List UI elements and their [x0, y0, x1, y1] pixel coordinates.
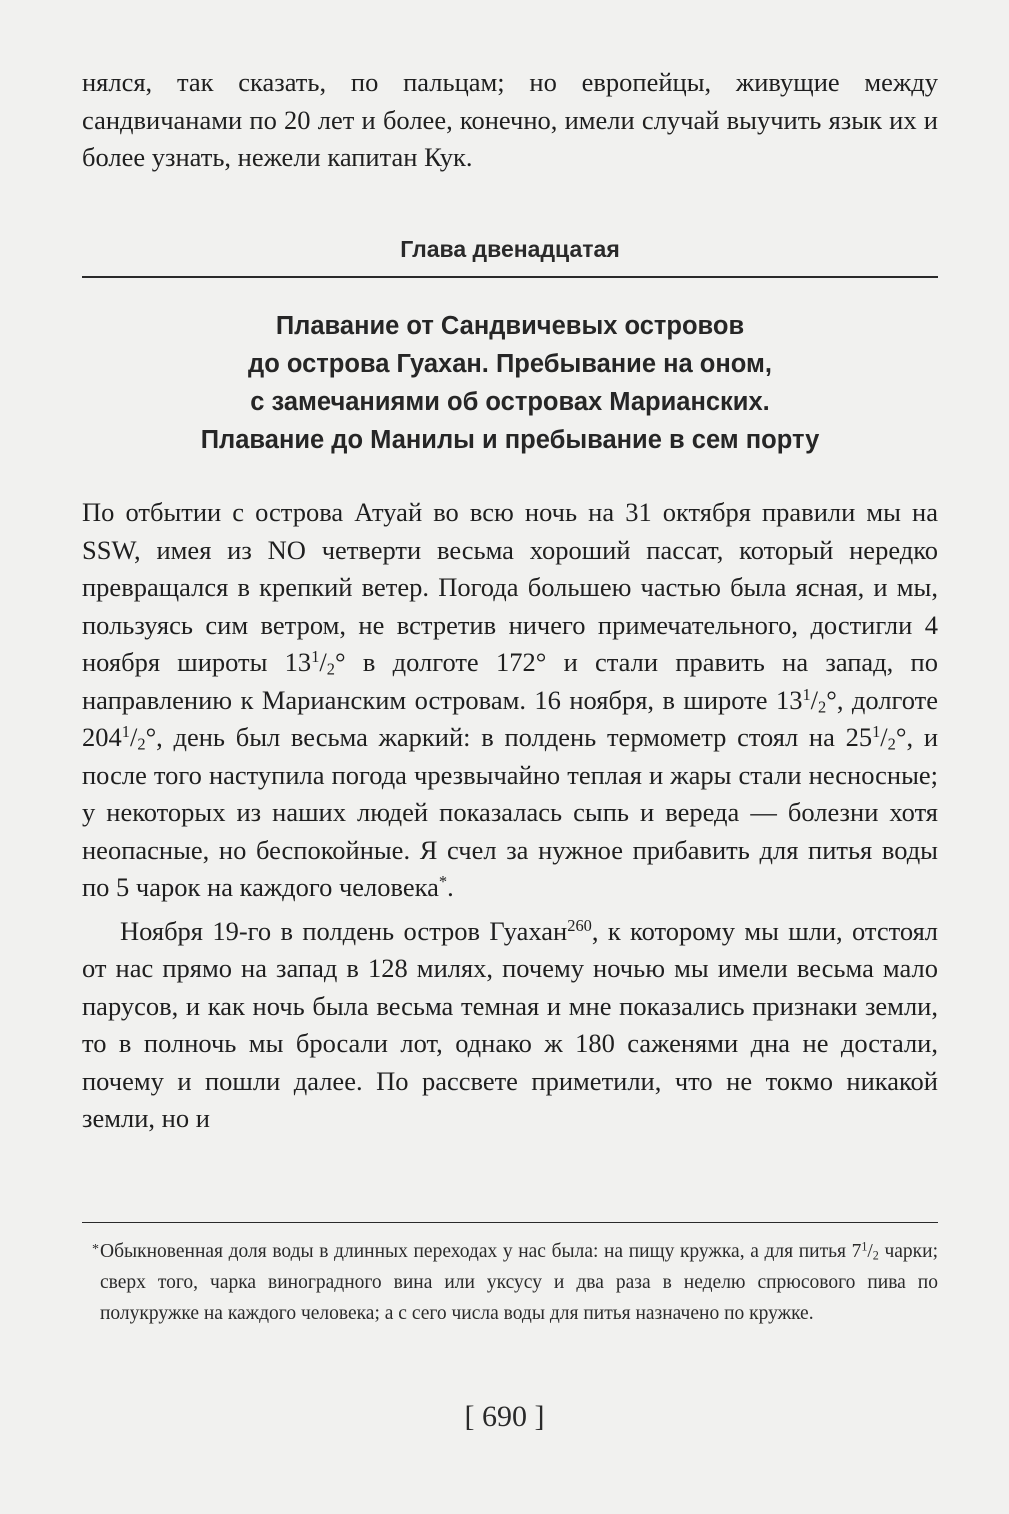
paragraph-1-text: .	[447, 872, 454, 902]
fraction-numerator: 1	[861, 1239, 868, 1254]
paragraph-1-text: По отбытии с острова Атуай во всю ночь на 31 октября правили мы на SSW, имея из NO четверти весьма хороший пассат, который нередко превращался в крепкий ветер. Погода большею частью была ясная, и мы, пользуясь сим ветром, не встретив ничего примечательного, достигли 4 ноября широты 13	[82, 497, 938, 677]
fraction-denominator: 2	[137, 734, 146, 754]
fraction-denominator: 2	[887, 734, 896, 754]
fraction-numerator: 1	[311, 646, 320, 666]
body-text	[82, 494, 938, 1138]
paragraph-1-text: °, долготе 204	[82, 684, 938, 752]
fraction-denominator: 2	[872, 1248, 879, 1263]
chapter-title-line: с замечаниями об островах Марианских.	[250, 388, 770, 416]
chapter-title-line: Плавание до Манилы и пребывание в сем порту	[200, 426, 820, 454]
footnote-marker: *	[92, 1242, 99, 1257]
paragraph-1-text: °, и после того наступила погода чрезвычайно теплая и жары стали несносные; у некоторых из наших людей показалась сыпь и вереда — болезни хотя неопасные, но беспокойные. Я счел за нужное прибавить для питья воды по 5 чарок на каждого человека	[82, 722, 938, 902]
footnote-text-part: Обыкновенная доля воды в длинных переходах у нас была: на пищу кружка, а для питья 7	[100, 1241, 862, 1262]
fraction-denominator: 2	[818, 696, 827, 716]
paragraph-2-text: Ноября 19-го в полдень остров Гуахан	[120, 915, 568, 946]
footnote-rule	[82, 1222, 938, 1223]
page-number: [ 690 ]	[464, 1400, 545, 1433]
fraction-numerator: 1	[872, 721, 881, 741]
footnote-text: Обыкновенная доля воды в длинных переходах у нас была: на пищу кружка, а для питья $7^1/_2$ чарки; сверх того, чарка виноградного вина или уксусу и два раза в неделю спрюсового пива по полукружке на каждого человека; а с сего числа воды для питья назначено по кружке.	[100, 1239, 938, 1324]
chapter-title-line: Плавание от Сандвичевых островов	[275, 312, 745, 340]
intro-text: нялся, так сказать, по пальцам; но европейцы, живущие между сандвичанами по 20 лет и более, конечно, имели случай выучить язык их и более узнать, нежели капитан Кук.	[82, 67, 938, 172]
intro-paragraph	[82, 64, 938, 177]
endnote-reference: 260	[567, 915, 592, 935]
paragraph-2	[82, 913, 938, 1138]
chapter-title-line: до острова Гуахан. Пребывание на оном,	[248, 350, 772, 378]
paragraph-1: По отбытии с острова Атуай во всю ночь на 31 октября правили мы на SSW, имея из NO четверти весьма хороший пассат, который нередко превращался в крепкий ветер. Погода большею частью была ясная, и мы, пользуясь сим ветром, не встретив ничего примечательного, достигли 4 ноября широты $13^1/_2^\circ$ в долготе 172° и стали править на запад, по направлению к Марианским островам. 16 ноября, в широте $13^1/_2^\circ$, долготе $204^1/_2^\circ$, день был весьма жаркий: в полдень термометр стоял на $25^1/_2^\circ$, и после того наступила погода чрезвычайно теплая и жары стали несносные; у некоторых из наших людей показалась сыпь и вереда — болезни хотя неопасные, но беспокойные. Я счел за нужное прибавить для питья воды по 5 чарок на каждого человека*.	[82, 497, 938, 902]
fraction-numerator: 1	[802, 684, 811, 704]
footnote	[92, 1236, 938, 1329]
chapter-title	[82, 307, 938, 459]
paragraph-2-text: , к которому мы шли, отстоял от нас прямо на запад в 128 милях, почему ночью мы имели весьма мало парусов, и как ночь была весьма темная и мне показались признаки земли, то в полночь мы бросали лот, однако ж 180 саженями дна не достали, почему и пошли далее. По рассвете приметили, что не токмо никакой земли, но и	[82, 915, 938, 1133]
paragraph-1-text: °, день был весьма жаркий: в полдень термометр стоял на 25	[145, 722, 873, 752]
footnote-text-part: чарки; сверх того, чарка виноградного вина или уксусу и два раза в неделю спрюсового пива по полукружке на каждого человека; а с сего числа воды для питья назначено по кружке.	[100, 1241, 938, 1324]
chapter-label: Глава двенадцатая	[400, 236, 620, 262]
paragraph-1-text: ° в долготе 172° и стали править на запад, по направлению к Марианским островам. 16 ноября, в широте 13	[82, 647, 938, 715]
fraction-denominator: 2	[326, 659, 335, 679]
footnote-marker: *	[438, 871, 448, 891]
chapter-rule	[82, 276, 938, 278]
fraction-numerator: 1	[121, 721, 130, 741]
